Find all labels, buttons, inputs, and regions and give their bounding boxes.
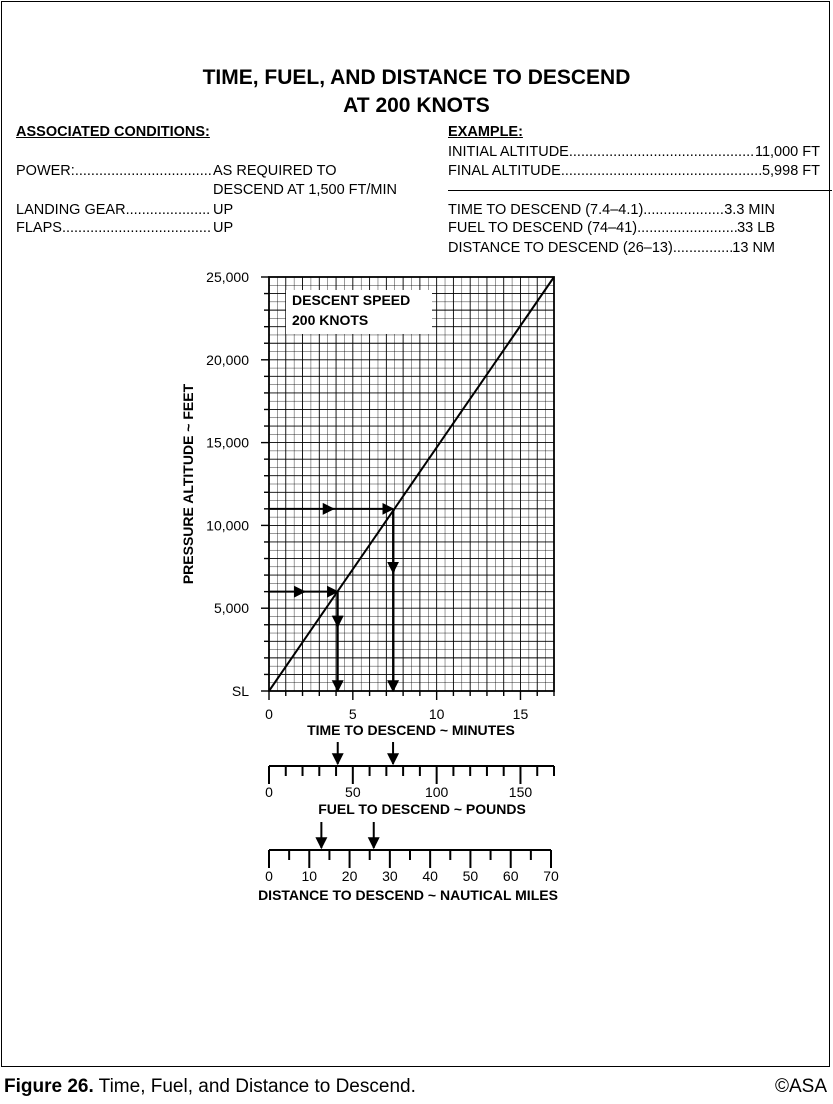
fuel-scale-tick-label: 50 [345, 784, 361, 800]
distance-scale-tick-label: 40 [422, 868, 438, 884]
fuel-to-descend-label: FUEL TO DESCEND (74–41) [448, 220, 638, 236]
chart-text-labels [180, 290, 558, 903]
final-altitude-value: 5,998 FT [761, 163, 820, 179]
distance-scale-tick-label: 60 [502, 868, 519, 884]
power-label: POWER: [16, 163, 75, 179]
example-heading: EXAMPLE: [448, 124, 523, 140]
y-tick-label: 5,000 [213, 600, 249, 617]
flaps-label: FLAPS [16, 220, 62, 236]
gear-label: LANDING GEAR [16, 202, 126, 218]
distance-scale-tick-label: 50 [462, 868, 479, 884]
y-axis-label: PRESSURE ALTITUDE ~ FEET [180, 383, 196, 585]
caption-number: Figure 26. [4, 1076, 94, 1097]
distance-scale-tick-label: 70 [543, 868, 559, 884]
fuel-scale-tick-label: 150 [508, 784, 533, 800]
fuel-scale-tick-label: 100 [424, 784, 449, 800]
chart-title-line-2: AT 200 KNOTS [343, 94, 490, 117]
gear-value: UP [213, 202, 234, 218]
y-tick-label: 10,000 [206, 517, 249, 534]
conditions-heading: ASSOCIATED CONDITIONS: [16, 124, 210, 140]
distance-scale-tick-label: 30 [382, 868, 398, 884]
distance-to-descend-value: 13 NM [732, 240, 775, 256]
flaps-value: UP [213, 220, 234, 236]
figure-caption [4, 1076, 416, 1098]
fuel-to-descend-value: 33 LB [737, 220, 775, 236]
distance-scale-tick-label: 20 [341, 868, 358, 884]
final-altitude-label: FINAL ALTITUDE [448, 163, 561, 179]
time-to-descend-label: TIME TO DESCEND (7.4–4.1) [448, 202, 644, 218]
fuel-scale-label: FUEL TO DESCEND ~ POUNDS [318, 801, 526, 817]
distance-scale-tick-label: 10 [301, 868, 318, 884]
plot-area [206, 269, 554, 722]
power-value-2: DESCEND AT 1,500 FT/MIN [213, 182, 397, 198]
y-tick-label: 25,000 [206, 269, 249, 285]
initial-altitude-value: 11,000 FT [754, 144, 820, 160]
distance-scale-tick-label: 0 [265, 868, 273, 884]
copyright: ©ASA [774, 1076, 827, 1097]
x-tick-label: 15 [512, 706, 529, 722]
time-to-descend-value: 3.3 MIN [724, 202, 775, 218]
caption-text: Time, Fuel, and Distance to Descend. [93, 1076, 416, 1097]
x-tick-label: 0 [265, 706, 273, 722]
annotation-line-2: 200 KNOTS [292, 312, 369, 328]
y-tick-label: 20,000 [206, 351, 249, 368]
distance-scale-label: DISTANCE TO DESCEND ~ NAUTICAL MILES [258, 887, 558, 903]
x-axis-label: TIME TO DESCEND ~ MINUTES [307, 722, 515, 738]
fuel-scale-tick-label: 0 [265, 784, 273, 800]
chart-title-line-1: TIME, FUEL, AND DISTANCE TO DESCEND [202, 66, 631, 89]
x-tick-label: 5 [348, 706, 357, 722]
distance-to-descend-label: DISTANCE TO DESCEND (26–13) [448, 240, 673, 256]
x-tick-label: 10 [428, 706, 445, 722]
annotation-line-1: DESCENT SPEED [292, 292, 411, 308]
y-tick-label: 15,000 [206, 434, 249, 451]
initial-altitude-label: INITIAL ALTITUDE [448, 144, 569, 160]
power-value-1: AS REQUIRED TO [213, 163, 337, 179]
y-tick-label: SL [231, 683, 249, 699]
